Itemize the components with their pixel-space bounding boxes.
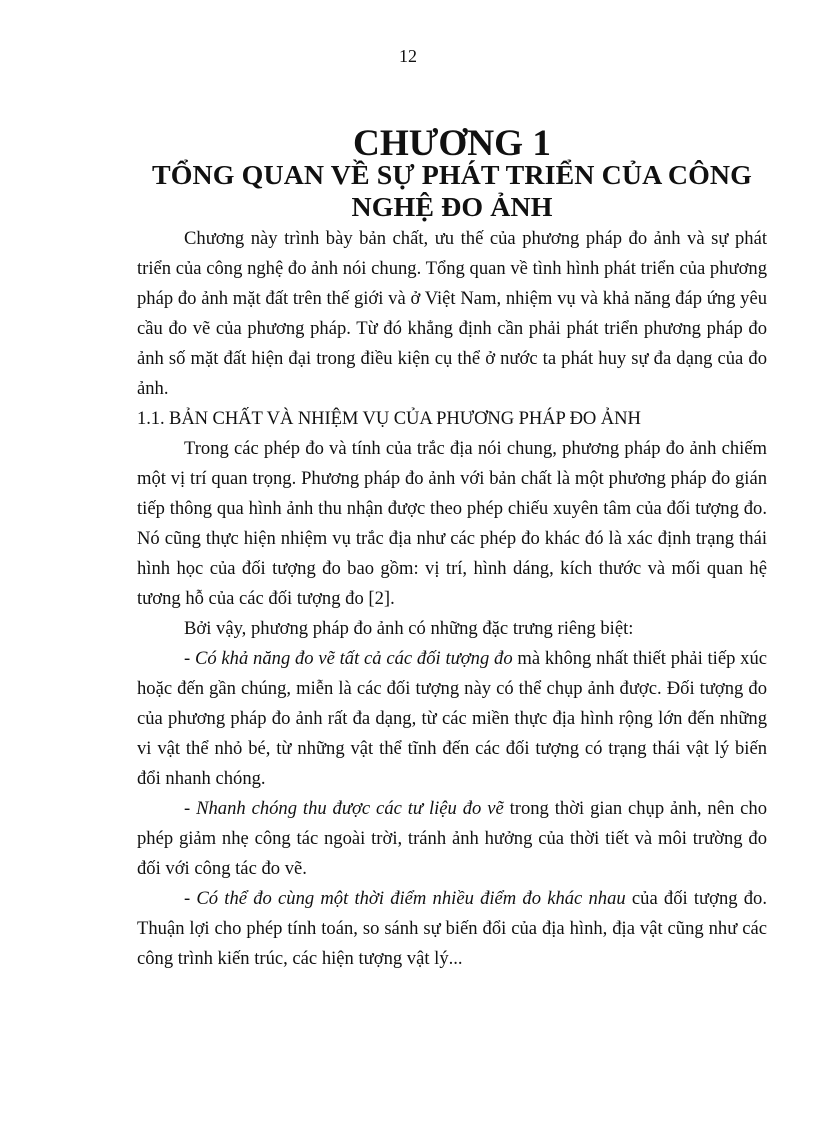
bullet-emphasis: Nhanh chóng thu được các tư liệu đo vẽ bbox=[196, 798, 504, 819]
section-heading: 1.1. BẢN CHẤT VÀ NHIỆM VỤ CỦA PHƯƠNG PHÁP ĐO ẢNH bbox=[137, 408, 641, 429]
section-paragraph-1: Trong các phép đo và tính của trắc địa nói chung, phương pháp đo ảnh chiếm một vị trí quan trọng. Phương pháp đo ảnh với bản chất là một phương pháp đo gián tiếp thông qua hình ảnh thu nhận được theo phép chiếu xuyên tâm của đối tượng đo. Nó cũng thực hiện nhiệm vụ trắc địa như các phép đo khác đó là xác định trạng thái hình học của đối tượng đo bao gồm: vị trí, hình dáng, kích thước và mối quan hệ tương hỗ của các đối tượng đo [2]. bbox=[137, 438, 767, 609]
bullet-lead: - bbox=[184, 648, 195, 669]
chapter-label: CHƯƠNG 1 bbox=[353, 123, 551, 164]
bullet-emphasis: Có khả năng đo vẽ tất cả các đối tượng đo bbox=[194, 648, 513, 669]
chapter-intro-paragraph: Chương này trình bày bản chất, ưu thế của phương pháp đo ảnh và sự phát triển của công nghệ đo ảnh nói chung. Tổng quan về tình hình phát triển của phương pháp đo ảnh mặt đất trên thế giới và ở Việt Nam, nhiệm vụ và khả năng đáp ứng yêu cầu đo vẽ của phương pháp. Từ đó khẳng định cần phải phát triển phương pháp đo ảnh số mặt đất hiện đại trong điều kiện cụ thể ở nước ta phát huy sự đa dạng của đo ảnh. bbox=[137, 228, 767, 399]
bullet-text: mà không nhất thiết phải tiếp xúc hoặc đến gần chúng, miễn là các đối tượng này có thể chụp ảnh được. Đối tượng đo của phương pháp đo ảnh rất đa dạng, từ các miền thực địa hình rộng lớn đến những vi vật thể nhỏ bé, từ những vật thể tĩnh đến các đối tượng có trạng thái vật lý biến đổi nhanh chóng. bbox=[137, 648, 767, 789]
bullet-lead: - bbox=[184, 888, 197, 909]
bullet-text: trong thời gian chụp ảnh, nên cho phép giảm nhẹ công tác ngoài trời, tránh ảnh hưởng của thời tiết và môi trường đo đối với công tác đo vẽ. bbox=[137, 798, 768, 879]
bullet-item-2 bbox=[137, 794, 767, 884]
page-number: 12 bbox=[399, 46, 417, 66]
bullet-lead: - bbox=[184, 798, 197, 819]
bullet-text: của đối tượng đo. Thuận lợi cho phép tính toán, so sánh sự biến đổi của địa hình, địa vật cũng như các công trình kiến trúc, các hiện tượng vật lý... bbox=[137, 888, 767, 969]
bullet-item-3 bbox=[137, 884, 767, 974]
bullet-emphasis: Có thể đo cùng một thời điểm nhiều điểm đo khác nhau bbox=[196, 888, 626, 909]
bullet-item-1 bbox=[137, 644, 767, 794]
page-content bbox=[137, 123, 768, 974]
section-paragraph-2: Bởi vậy, phương pháp đo ảnh có những đặc trưng riêng biệt: bbox=[184, 618, 634, 639]
chapter-title: TỔNG QUAN VỀ SỰ PHÁT TRIỂN CỦA CÔNG NGHỆ ĐO ẢNH bbox=[152, 160, 752, 223]
